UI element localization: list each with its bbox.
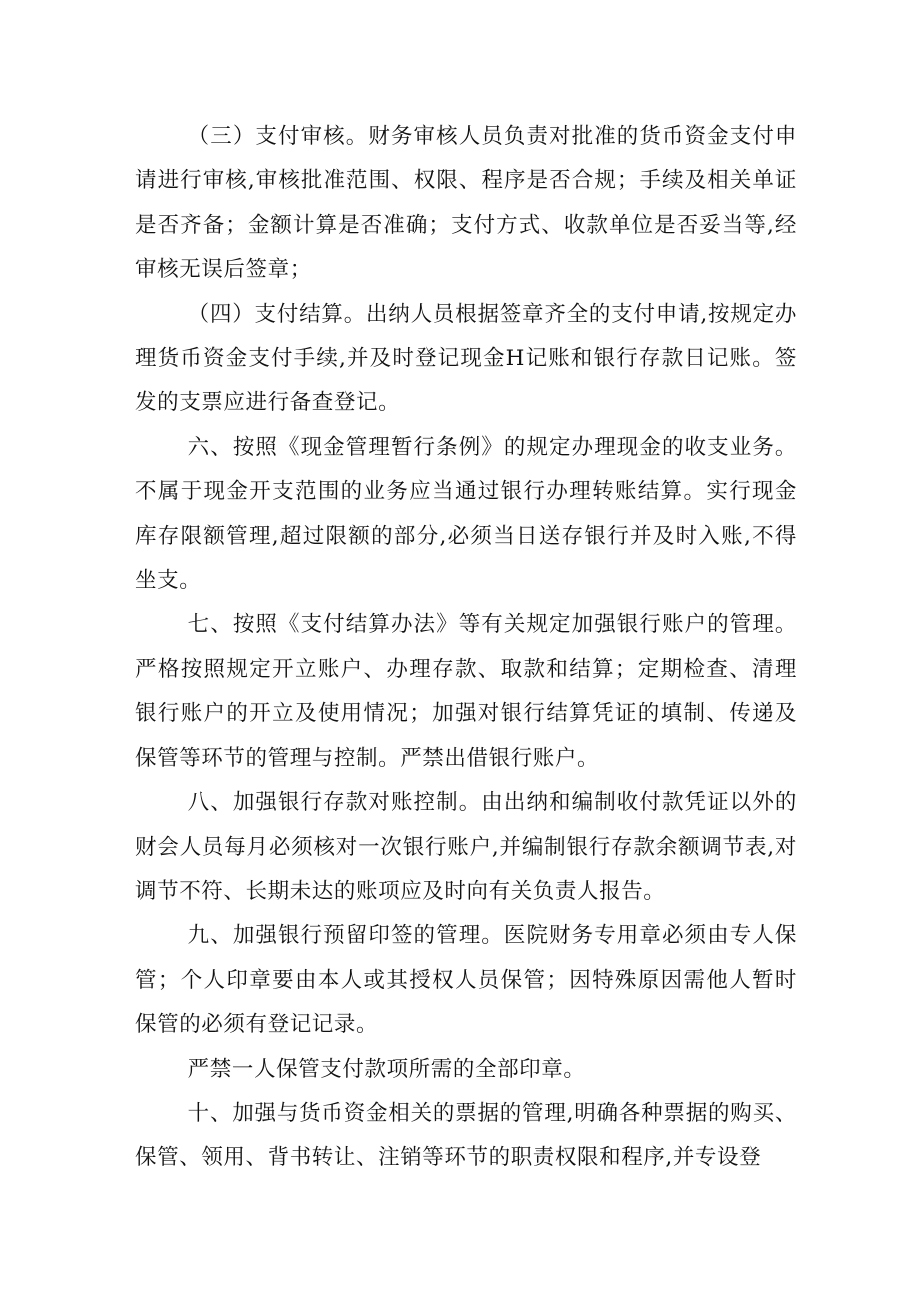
paragraph-seal-prohibition: 严禁一人保管支付款项所需的全部印章。 <box>187 1056 586 1082</box>
paragraph-bank-accounts: 七、按照《支付结算办法》等有关规定加强银行账户的管理。严格按照规定开立账户、办理存款、取款和结算；定期检查、清理银行账户的开立及使用情况；加强对银行结算凭证的填制、传递及保管等环节的管理与控制。严禁出借银行账户。 <box>135 612 797 771</box>
paragraph-payment-settlement: （四）支付结算。出纳人员根据签章齐全的支付申请,按规定办理货币资金支付手续,并及时登记现金H记账和银行存款日记账。签发的支票应进行备查登记。 <box>135 301 797 416</box>
paragraph-seal-management: 九、加强银行预留印签的管理。医院财务专用章必须由专人保管；个人印章要由本人或其授权人员保管；因特殊原因需他人暂时保管的必须有登记记录。 <box>135 923 797 1038</box>
paragraph-payment-review: （三）支付审核。财务审核人员负责对批准的货币资金支付申请进行审核,审核批准范围、权限、程序是否合规；手续及相关单证是否齐备；金额计算是否准确；支付方式、收款单位是否妥当等,经审核无误后签章； <box>135 124 797 283</box>
paragraph-bill-management: 十、加强与货币资金相关的票据的管理,明确各种票据的购买、保管、领用、背书转让、注销等环节的职责权限和程序,并专设登 <box>135 1100 797 1171</box>
paragraph-bank-reconciliation: 八、加强银行存款对账控制。由出纳和编制收付款凭证以外的财会人员每月必须核对一次银行账户,并编制银行存款余额调节表,对调节不符、长期未达的账项应及时向有关负责人报告。 <box>135 790 797 904</box>
paragraph-cash-management: 六、按照《现金管理暂行条例》的规定办理现金的收支业务。不属于现金开支范围的业务应当通过银行办理转账结算。实行现金库存限额管理,超过限额的部分,必须当日送存银行并及时入账,不得坐支。 <box>135 434 797 594</box>
document-body <box>135 115 797 1181</box>
